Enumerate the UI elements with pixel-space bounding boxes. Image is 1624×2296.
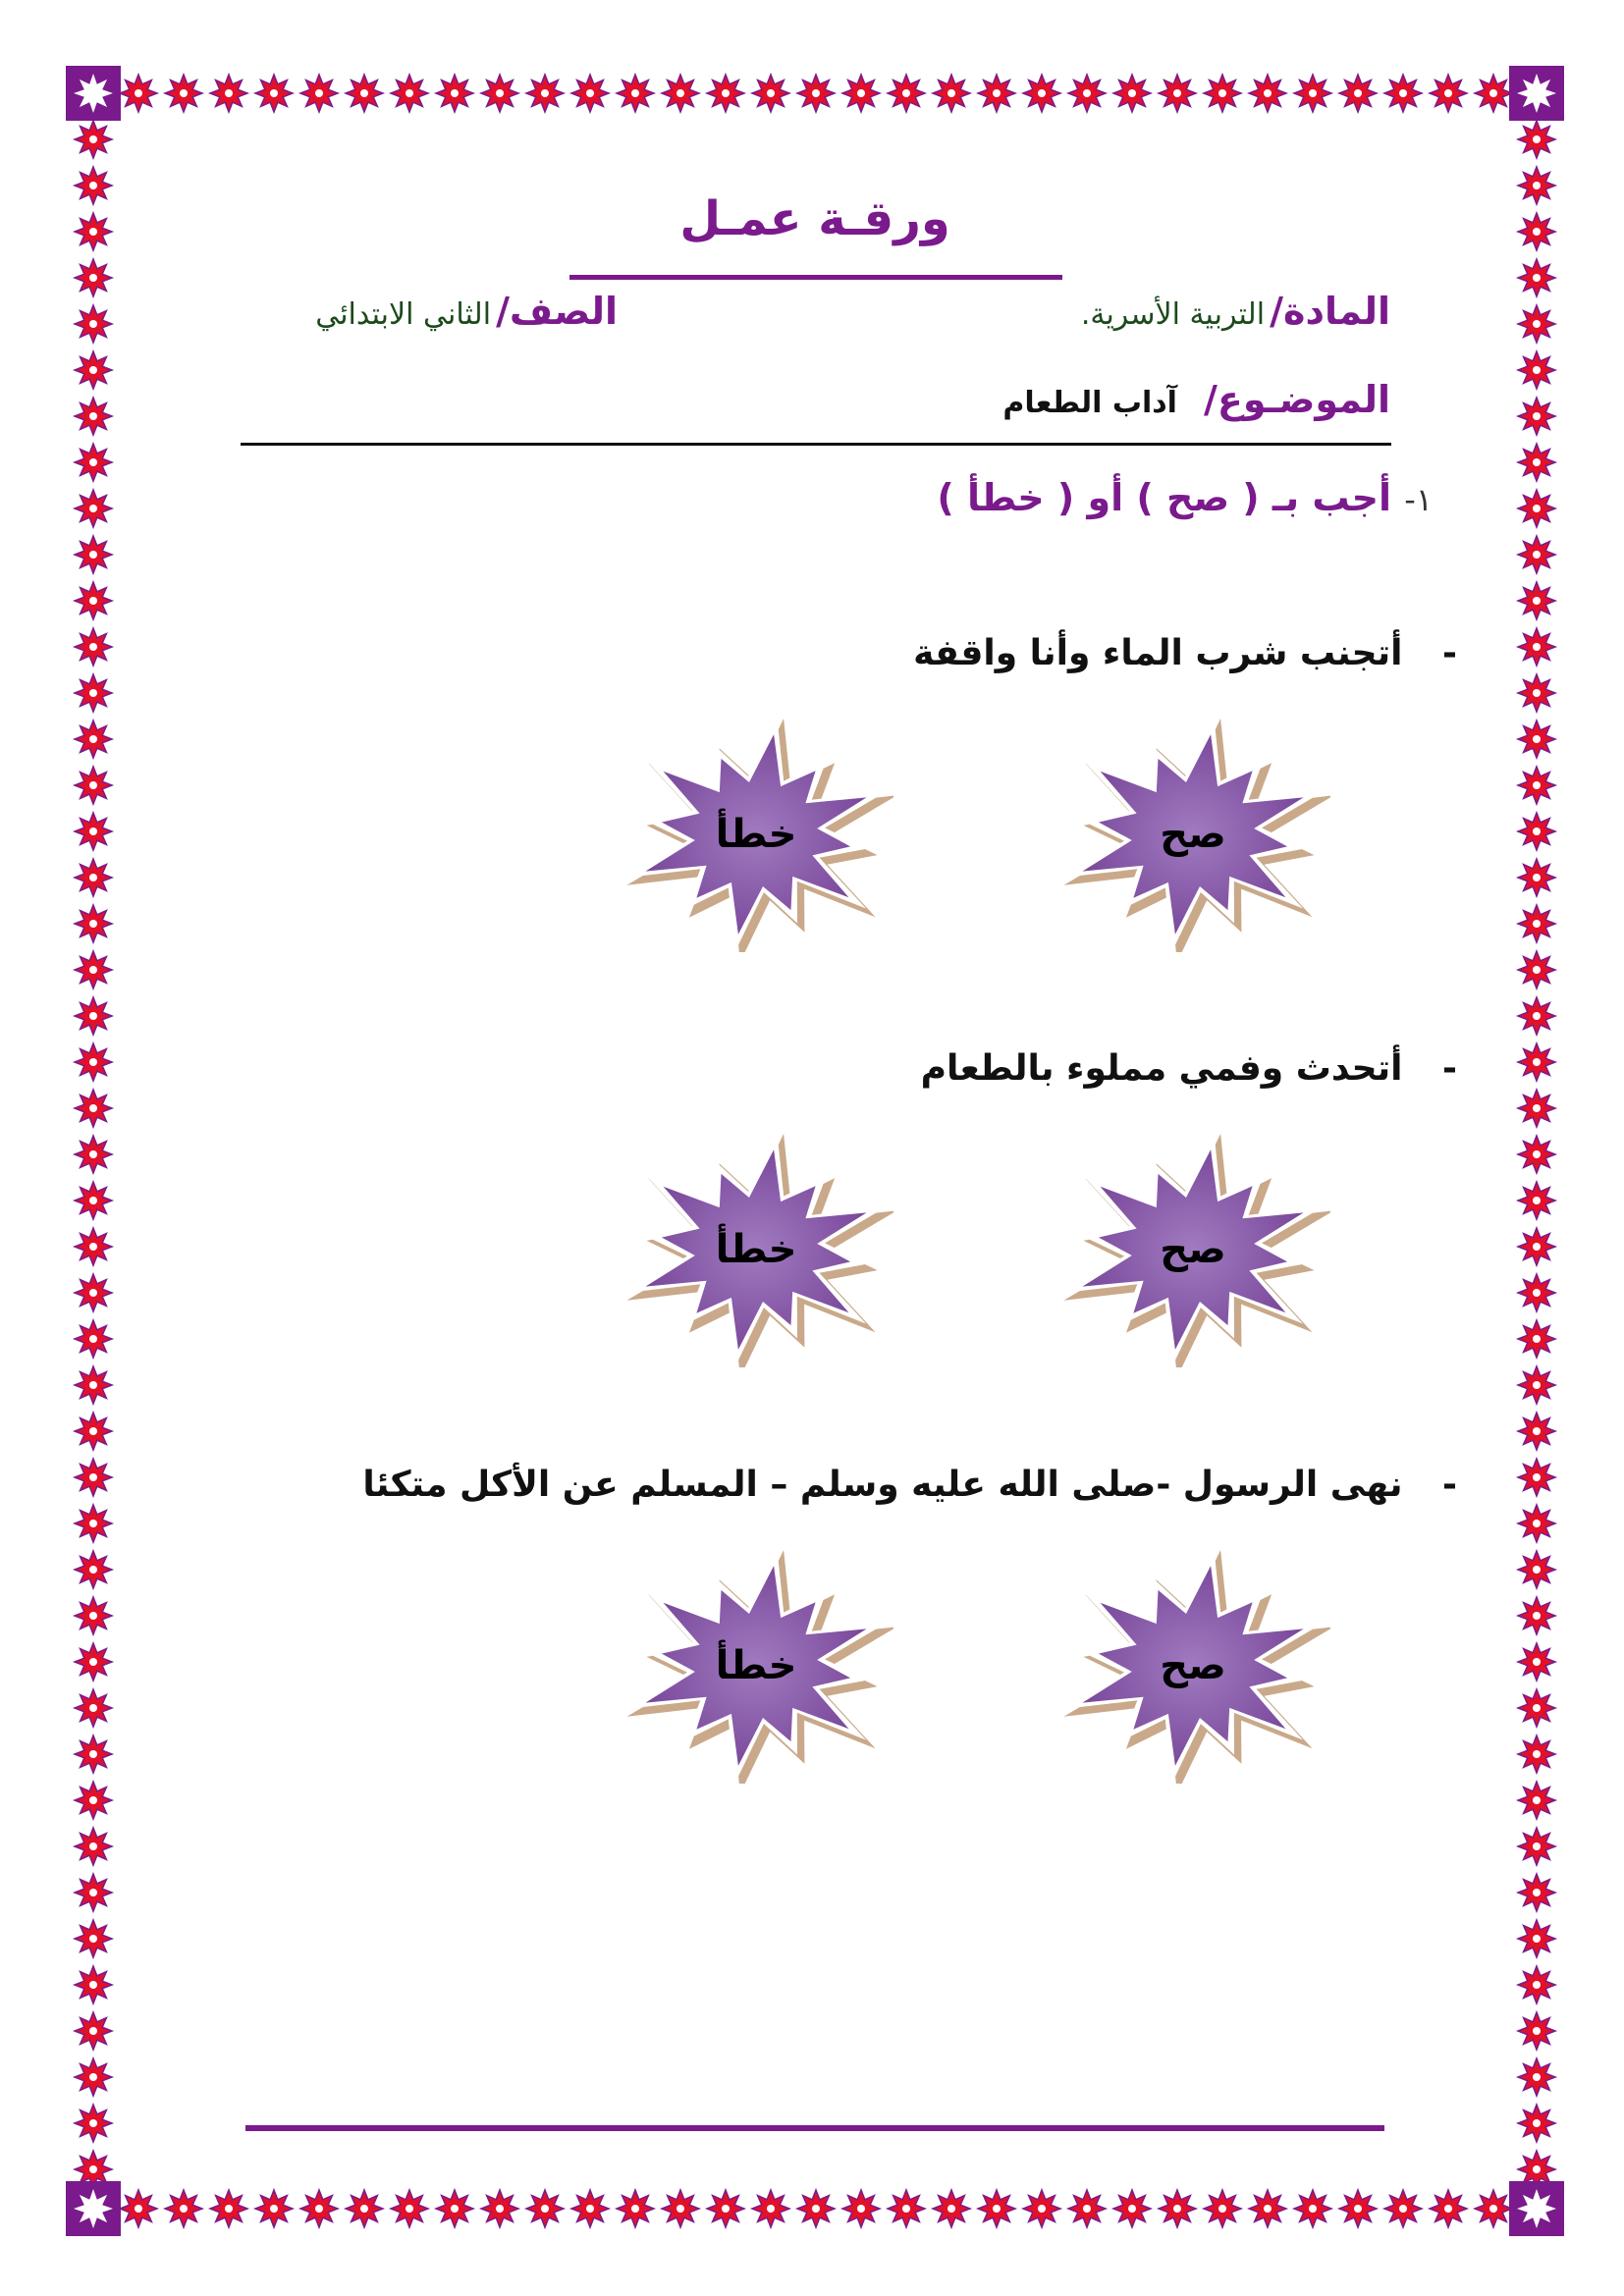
border-star-center	[89, 735, 97, 743]
border-star-center	[89, 551, 97, 559]
border-star-center	[677, 89, 684, 97]
border-corner-star	[1517, 74, 1556, 113]
border-star-center	[89, 1012, 97, 1020]
border-star-center	[89, 1381, 97, 1389]
border-star-center	[1533, 735, 1541, 743]
border-star-center	[993, 2205, 1001, 2213]
true-option-label: صح	[1160, 1643, 1226, 1688]
border-star-center	[315, 89, 323, 97]
border-star-center	[1533, 1197, 1541, 1204]
border-star-center	[89, 1289, 97, 1297]
border-star-center	[1533, 458, 1541, 466]
border-star-center	[180, 2205, 188, 2213]
border-star-center	[1444, 89, 1452, 97]
border-star-center	[406, 89, 413, 97]
border-star-center	[1533, 1427, 1541, 1435]
border-star-center	[1533, 2073, 1541, 2081]
border-star-center	[1489, 2205, 1497, 2213]
header-divider	[241, 443, 1391, 446]
question-3	[362, 1465, 1457, 1505]
border-star-center	[902, 2205, 910, 2213]
border-star-center	[89, 828, 97, 835]
topic-row	[1002, 378, 1390, 421]
true-option-label: صح	[1160, 1227, 1226, 1272]
question-1	[913, 633, 1457, 673]
border-star-center	[1354, 89, 1362, 97]
border-star-center	[1218, 2205, 1226, 2213]
border-star-center	[1533, 1842, 1541, 1850]
true-option-1[interactable]	[1056, 717, 1330, 952]
border-star-center	[993, 89, 1001, 97]
border-star-center	[1533, 551, 1541, 559]
border-star-center	[1533, 920, 1541, 928]
border-star-center	[1354, 2205, 1362, 2213]
border-star-center	[89, 1473, 97, 1481]
border-star-center	[225, 89, 233, 97]
border-star-center	[947, 2205, 955, 2213]
border-star-center	[451, 2205, 459, 2213]
topic-label: الموضـوع/	[1204, 378, 1390, 421]
border-star-center	[89, 1335, 97, 1343]
border-star-center	[1533, 1796, 1541, 1804]
border-star-center	[1533, 1750, 1541, 1758]
border-star-center	[89, 135, 97, 143]
border-corner-star	[74, 2189, 113, 2228]
border-star-center	[1533, 320, 1541, 328]
border-star-center	[1533, 2165, 1541, 2173]
border-star-center	[1533, 1889, 1541, 1896]
question-text: أتجنب شرب الماء وأنا واقفة	[913, 633, 1403, 673]
border-star-center	[89, 1981, 97, 1989]
border-star-center	[586, 89, 594, 97]
border-star-center	[89, 412, 97, 420]
border-corner-star	[74, 74, 113, 113]
border-star-center	[89, 1612, 97, 1620]
border-star-center	[1128, 2205, 1136, 2213]
border-star-center	[89, 781, 97, 789]
border-star-center	[89, 2119, 97, 2127]
border-star-center	[1264, 89, 1272, 97]
border-star-center	[1533, 1104, 1541, 1112]
page-title: ورقـة عمـل	[679, 191, 950, 246]
border-star-center	[89, 1520, 97, 1527]
border-star-center	[1533, 1150, 1541, 1158]
border-star-center	[89, 920, 97, 928]
border-star-center	[1038, 89, 1046, 97]
border-star-center	[1399, 89, 1407, 97]
border-star-center	[1533, 182, 1541, 189]
border-star-center	[135, 89, 142, 97]
question-dash: -	[1442, 633, 1457, 673]
instruction-number: ١-	[1404, 481, 1433, 518]
question-text: أتحدث وفمي مملوء بالطعام	[920, 1048, 1403, 1089]
border-star-center	[722, 2205, 730, 2213]
border-star-center	[89, 1243, 97, 1251]
border-star-center	[1309, 2205, 1317, 2213]
border-star-center	[180, 89, 188, 97]
border-star-center	[89, 966, 97, 974]
subject-value: التربية الأسرية.	[1080, 297, 1266, 332]
border-star-center	[1264, 2205, 1272, 2213]
border-star-center	[1533, 1381, 1541, 1389]
border-star-center	[89, 2165, 97, 2173]
border-corner-star	[1517, 2189, 1556, 2228]
false-option-3[interactable]	[619, 1548, 893, 1784]
border-star-center	[1038, 2205, 1046, 2213]
border-star-center	[89, 874, 97, 881]
border-star-center	[89, 643, 97, 651]
border-star-center	[1309, 89, 1317, 97]
border-star-center	[89, 1796, 97, 1804]
border-star-center	[1533, 1289, 1541, 1297]
border-star-center	[1083, 2205, 1091, 2213]
false-option-label: خطأ	[715, 812, 797, 857]
false-option-2[interactable]	[619, 1132, 893, 1367]
border-star-center	[89, 1889, 97, 1896]
border-star-center	[1489, 89, 1497, 97]
border-star-center	[722, 89, 730, 97]
border-star-center	[1173, 89, 1181, 97]
border-star-center	[89, 1935, 97, 1943]
border-star-center	[767, 2205, 775, 2213]
border-star-center	[1533, 2027, 1541, 2035]
border-star-center	[89, 1658, 97, 1666]
subject-label: المادة/	[1270, 290, 1390, 333]
question-dash: -	[1442, 1465, 1457, 1505]
border-star-center	[1399, 2205, 1407, 2213]
border-star-center	[1533, 1473, 1541, 1481]
instruction	[937, 476, 1433, 519]
question-2	[921, 1048, 1457, 1089]
border-star-center	[1218, 89, 1226, 97]
border-star-center	[1533, 1520, 1541, 1527]
border-star-center	[89, 182, 97, 189]
subject-row	[1081, 290, 1390, 333]
border-star-center	[89, 2073, 97, 2081]
border-star-center	[812, 89, 820, 97]
grade-row	[315, 290, 618, 333]
border-star-center	[1533, 1058, 1541, 1066]
border-star-center	[360, 2205, 368, 2213]
border-star-center	[1533, 1566, 1541, 1574]
border-star-center	[767, 89, 775, 97]
border-star-center	[857, 2205, 865, 2213]
border-star-center	[1533, 1981, 1541, 1989]
border-star-center	[1533, 505, 1541, 512]
border-star-center	[89, 1058, 97, 1066]
border-star-center	[1533, 1243, 1541, 1251]
border-star-center	[1533, 2119, 1541, 2127]
question-text: نهى الرسول -صلى الله عليه وسلم – المسلم عن الأكل متكئا	[362, 1465, 1403, 1505]
border-star-center	[1533, 1935, 1541, 1943]
border-star-center	[1444, 2205, 1452, 2213]
border-star-center	[1533, 643, 1541, 651]
true-option-label: صح	[1160, 812, 1226, 857]
border-star-center	[496, 89, 504, 97]
border-star-center	[1533, 781, 1541, 789]
border-star-center	[89, 597, 97, 605]
border-star-center	[1128, 89, 1136, 97]
border-star-center	[89, 1104, 97, 1112]
border-star-center	[1533, 1704, 1541, 1712]
false-option-1[interactable]	[619, 717, 893, 952]
border-star-center	[89, 689, 97, 697]
border-star-center	[857, 89, 865, 97]
border-star-center	[89, 1150, 97, 1158]
border-star-center	[1533, 828, 1541, 835]
border-star-center	[1533, 274, 1541, 282]
instruction-text: أجب بـ ( صح ) أو ( خطأ )	[937, 476, 1392, 519]
border-star-center	[89, 1750, 97, 1758]
border-star-center	[89, 1427, 97, 1435]
title-underline	[569, 275, 1062, 280]
border-star-center	[225, 2205, 233, 2213]
border-star-center	[315, 2205, 323, 2213]
border-star-center	[1533, 1012, 1541, 1020]
border-star-center	[89, 320, 97, 328]
border-star-center	[89, 505, 97, 512]
border-star-center	[1533, 689, 1541, 697]
topic-value: آداب الطعام	[1002, 386, 1177, 420]
border-star-center	[89, 1842, 97, 1850]
border-star-center	[1533, 412, 1541, 420]
false-option-label: خطأ	[715, 1227, 797, 1272]
false-option-label: خطأ	[715, 1643, 797, 1688]
border-star-center	[541, 89, 549, 97]
border-star-center	[89, 1704, 97, 1712]
border-star-center	[135, 2205, 142, 2213]
border-star-center	[1533, 874, 1541, 881]
border-star-center	[812, 2205, 820, 2213]
border-star-center	[89, 1197, 97, 1204]
border-star-center	[902, 89, 910, 97]
border-star-center	[1173, 2205, 1181, 2213]
border-star-center	[89, 458, 97, 466]
border-star-center	[1533, 966, 1541, 974]
border-star-center	[89, 228, 97, 236]
border-star-center	[1533, 1658, 1541, 1666]
border-star-center	[89, 1566, 97, 1574]
grade-label: الصف/	[496, 290, 618, 333]
border-star-center	[1533, 1612, 1541, 1620]
border-star-center	[360, 89, 368, 97]
border-star-center	[89, 274, 97, 282]
border-star-center	[89, 366, 97, 374]
grade-value: الثاني الابتدائي	[315, 297, 492, 332]
border-star-center	[947, 89, 955, 97]
border-star-center	[270, 2205, 278, 2213]
border-star-center	[1533, 228, 1541, 236]
footer-divider	[245, 2125, 1384, 2131]
border-star-center	[451, 89, 459, 97]
border-star-center	[1533, 1335, 1541, 1343]
border-star-center	[1533, 366, 1541, 374]
border-star-center	[677, 2205, 684, 2213]
border-star-center	[1533, 135, 1541, 143]
border-star-center	[586, 2205, 594, 2213]
border-star-center	[89, 2027, 97, 2035]
border-star-center	[1083, 89, 1091, 97]
border-star-center	[631, 2205, 639, 2213]
true-option-2[interactable]	[1056, 1132, 1330, 1367]
question-dash: -	[1442, 1048, 1457, 1089]
border-star-center	[270, 89, 278, 97]
border-star-center	[406, 2205, 413, 2213]
border-star-center	[496, 2205, 504, 2213]
border-star-center	[1533, 597, 1541, 605]
border-star-center	[541, 2205, 549, 2213]
true-option-3[interactable]	[1056, 1548, 1330, 1784]
border-star-center	[631, 89, 639, 97]
